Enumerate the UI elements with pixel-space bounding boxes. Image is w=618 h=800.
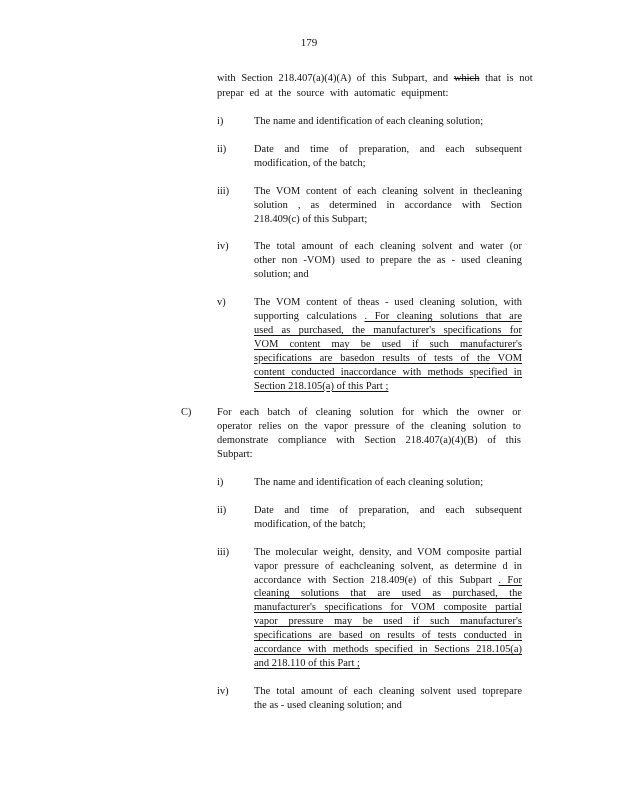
text-line bbox=[254, 254, 522, 268]
text-line bbox=[254, 629, 522, 643]
text-line bbox=[254, 699, 522, 713]
amended-text-span: manufacturer's specifications for VOM composite partial bbox=[254, 602, 522, 614]
text-line bbox=[254, 338, 522, 352]
text-span: The name and identification of each cleaning solution; bbox=[254, 477, 484, 488]
amended-text-span: . For bbox=[498, 574, 522, 586]
text-span: The total amount of each cleaning solvent and water (or bbox=[254, 241, 522, 253]
amended-text-span: accordance with methods specified in Sections 218.105(a) bbox=[254, 644, 522, 655]
section-c-intro-line: operator relies on the vapor pressure of the cleaning solution to bbox=[217, 420, 521, 432]
text-line bbox=[254, 476, 522, 490]
section-c-intro-line: demonstrate compliance with Section 218.407(a)(4)(B) of this bbox=[217, 434, 521, 446]
text-span: modification, of the batch; bbox=[254, 518, 366, 530]
text-span: The VOM content of theas - used cleaning solution, with bbox=[254, 297, 522, 309]
text-line bbox=[254, 324, 522, 338]
item-label: iv) bbox=[217, 685, 229, 697]
amended-text-span: content conducted inaccordance with methods specified in bbox=[254, 366, 522, 378]
text-line bbox=[254, 574, 522, 588]
text-span: the as - used cleaning solution; and bbox=[254, 699, 402, 711]
text-span: The VOM content of each cleaning solvent in thecleaning bbox=[254, 185, 522, 197]
amended-text-span: VOM content may be used if such manufacturer's bbox=[254, 338, 522, 350]
text-line bbox=[254, 157, 522, 171]
text-line bbox=[254, 296, 522, 310]
item-label: i) bbox=[217, 116, 224, 127]
text-line bbox=[254, 587, 522, 601]
text-span: Date and time of preparation, and each subsequent bbox=[254, 504, 522, 516]
amended-text-span: specifications are based on results of tests conducted in bbox=[254, 630, 522, 642]
intro-line-1 bbox=[217, 72, 533, 86]
text-span: 218.409(c) of this Subpart; bbox=[254, 213, 368, 225]
text-line bbox=[254, 366, 522, 380]
text-span: Date and time of preparation, and each subsequent bbox=[254, 143, 522, 155]
text-span: solution; and bbox=[254, 269, 309, 281]
item-label: iii) bbox=[217, 546, 230, 558]
text-line bbox=[254, 115, 522, 129]
amended-text-span: and 218.110 of this Part ; bbox=[254, 657, 360, 669]
text-line bbox=[254, 615, 522, 629]
item-label: i) bbox=[217, 477, 224, 488]
text-line bbox=[254, 213, 522, 227]
section-c-label: C) bbox=[181, 407, 192, 418]
section-c-intro-line: For each batch of cleaning solution for which the owner or bbox=[217, 407, 521, 418]
amended-text-span: Section 218.105(a) of this Part ; bbox=[254, 380, 389, 392]
text-span: solution , as determined in accordance with Section bbox=[254, 199, 522, 211]
text-line bbox=[254, 518, 522, 532]
text-span: supporting calculations bbox=[254, 311, 365, 322]
amended-text-span: . For cleaning solutions that are bbox=[364, 311, 522, 322]
amended-text-span: vapor pressure may be used if such manufacturer's bbox=[254, 616, 522, 628]
text-line bbox=[254, 199, 522, 213]
item-label: ii) bbox=[217, 143, 227, 155]
intro-line-1-tail: that is not bbox=[479, 73, 533, 84]
text-line bbox=[254, 310, 522, 324]
text-span: other non -VOM) used to prepare the as - used cleaning bbox=[254, 255, 522, 267]
text-line bbox=[254, 240, 522, 254]
text-span: The total amount of each cleaning solvent used toprepare bbox=[254, 685, 522, 697]
text-span: The name and identification of each cleaning solution; bbox=[254, 116, 484, 127]
amended-text-span: cleaning solutions that are used as purchased, the bbox=[254, 588, 522, 600]
item-label: ii) bbox=[217, 504, 227, 516]
text-line bbox=[254, 657, 522, 671]
text-line bbox=[254, 560, 522, 574]
item-label: iv) bbox=[217, 241, 229, 253]
text-span: modification, of the batch; bbox=[254, 157, 366, 169]
text-line bbox=[254, 380, 522, 394]
struck-word: which bbox=[453, 73, 480, 84]
text-line bbox=[254, 185, 522, 199]
text-line bbox=[254, 601, 522, 615]
item-label: iii) bbox=[217, 185, 230, 197]
text-line bbox=[254, 504, 522, 518]
text-line bbox=[254, 143, 522, 157]
intro-line-2: prepar ed at the source with automatic equipment: bbox=[217, 88, 449, 99]
amended-text-span: used as purchased, the manufacturer's specifications for bbox=[254, 324, 522, 336]
section-c-intro-line: Subpart: bbox=[217, 448, 253, 460]
text-line bbox=[254, 643, 522, 657]
intro-line-1-text: with Section 218.407(a)(4)(A) of this Subpart, and bbox=[217, 73, 454, 84]
amended-text-span: specifications are basedon results of tests of the VOM bbox=[254, 352, 522, 364]
text-span: accordance with Section 218.409(e) of this Subpart bbox=[254, 574, 499, 586]
item-label: v) bbox=[217, 297, 226, 309]
text-line bbox=[254, 546, 522, 560]
text-span: vapor pressure of eachcleaning solvent, as determine d in bbox=[254, 560, 522, 572]
text-span: The molecular weight, density, and VOM composite partial bbox=[254, 546, 522, 558]
text-line bbox=[254, 685, 522, 699]
page-number: 179 bbox=[300, 37, 318, 49]
text-line bbox=[254, 352, 522, 366]
text-line bbox=[254, 268, 522, 282]
